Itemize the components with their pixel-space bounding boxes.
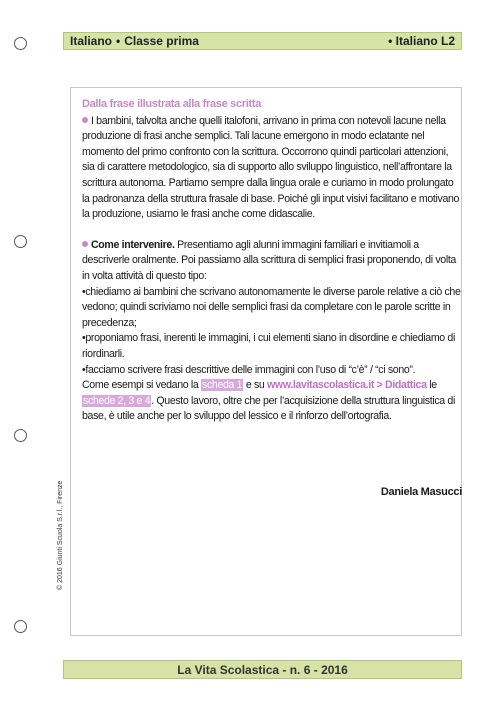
article-body <box>82 97 462 425</box>
scheda-1-link[interactable]: scheda 1 <box>202 379 243 392</box>
binder-hole-2 <box>14 235 27 248</box>
examples-prefix: Come esempi si vedano la <box>82 379 202 392</box>
examples-mid-2: le <box>426 379 437 392</box>
schede-2-3-4-link[interactable]: schede 2, 3 e 4 <box>83 394 151 407</box>
list-item-text: chiediamo ai bambini che scrivano autonomamente le diverse parole relative a ciò che vedono; quindi scriviamo noi delle semplici frasi da completare con le parole scritte in precedenza; <box>82 285 461 329</box>
header-separator: • <box>116 34 121 48</box>
list-item-text: proponiamo frasi, inerenti le immagini, i cui elementi siano in disordine e chiediamo di riordinarli. <box>82 332 455 360</box>
website-link[interactable]: www.lavitascolastica.it > Didattica <box>267 379 427 392</box>
examples-paragraph <box>82 378 462 425</box>
examples-mid-1: e su <box>243 379 268 392</box>
intro-text: I bambini, talvolta anche quelli italofoni, arrivano in prima con notevoli lacune nella produzione di frasi anche semplici. Tali lacune emergono in modo eclatante nel momento del primo confronto con la scrittura. Occorrono quindi particolari attenzioni, sia di carattere metodologico, sia di supporto allo sviluppo linguistico, nell’affrontare la scrittura autonoma. Partiamo sempre dalla lingua orale e curiamo in modo prolungato la padronanza della struttura frasale di base. Poiché gli input visivi facilitano e motivano la produzione, usiamo le frasi anche come didascalie. <box>82 114 460 221</box>
binder-hole-3 <box>14 429 27 442</box>
article-title: Dalla frase illustrata alla frase scritta <box>82 98 262 110</box>
how-lead: Come intervenire. <box>91 238 175 251</box>
paragraph-bullet-icon <box>82 241 88 247</box>
binder-hole-1 <box>14 37 27 50</box>
how-text: Presentiamo agli alunni immagini familiari e invitiamoli a descriverle oralmente. Poi passiamo alla scrittura di semplici frasi proponendo, di volta in volta attività di questo tipo: <box>82 238 456 282</box>
header-right <box>388 34 455 48</box>
list-item: •chiediamo ai bambini che scrivano autonomamente le diverse parole relative a ciò che vedono; quindi scriviamo noi delle semplici frasi da completare con le parole scritte in precedenza; <box>82 285 461 329</box>
header-left <box>70 34 199 48</box>
list-item: •facciamo scrivere frasi descrittive delle immagini con l’uso di “c’è” / “ci sono”. <box>82 363 416 376</box>
header-class: Classe prima <box>124 34 199 48</box>
list-item-text: facciamo scrivere frasi descrittive delle immagini con l’uso di “c’è” / “ci sono”. <box>85 363 416 376</box>
binder-hole-4 <box>14 620 27 633</box>
list-item: •proponiamo frasi, inerenti le immagini, i cui elementi siano in disordine e chiediamo di riordinarli. <box>82 332 455 360</box>
paragraph-bullet-icon <box>82 117 88 123</box>
header-right-bullet: • <box>388 34 396 48</box>
author-signature: Daniela Masucci <box>380 486 462 498</box>
header-subject: Italiano <box>70 34 113 48</box>
examples-suffix: . Questo lavoro, oltre che per l’acquisizione della struttura linguistica di base, è utile anche per lo sviluppo del lessico e il rinforzo dell’ortografia. <box>82 394 455 423</box>
copyright-notice: © 2016 Giunti Scuola S.r.l., Firenze <box>57 480 64 590</box>
header-right-label: Italiano L2 <box>395 34 455 48</box>
footer-bar <box>63 660 462 679</box>
footer-text: La Vita Scolastica - n. 6 - 2016 <box>177 662 348 677</box>
intro-paragraph <box>82 114 462 223</box>
header-bar <box>63 32 462 50</box>
how-paragraph <box>82 238 462 285</box>
